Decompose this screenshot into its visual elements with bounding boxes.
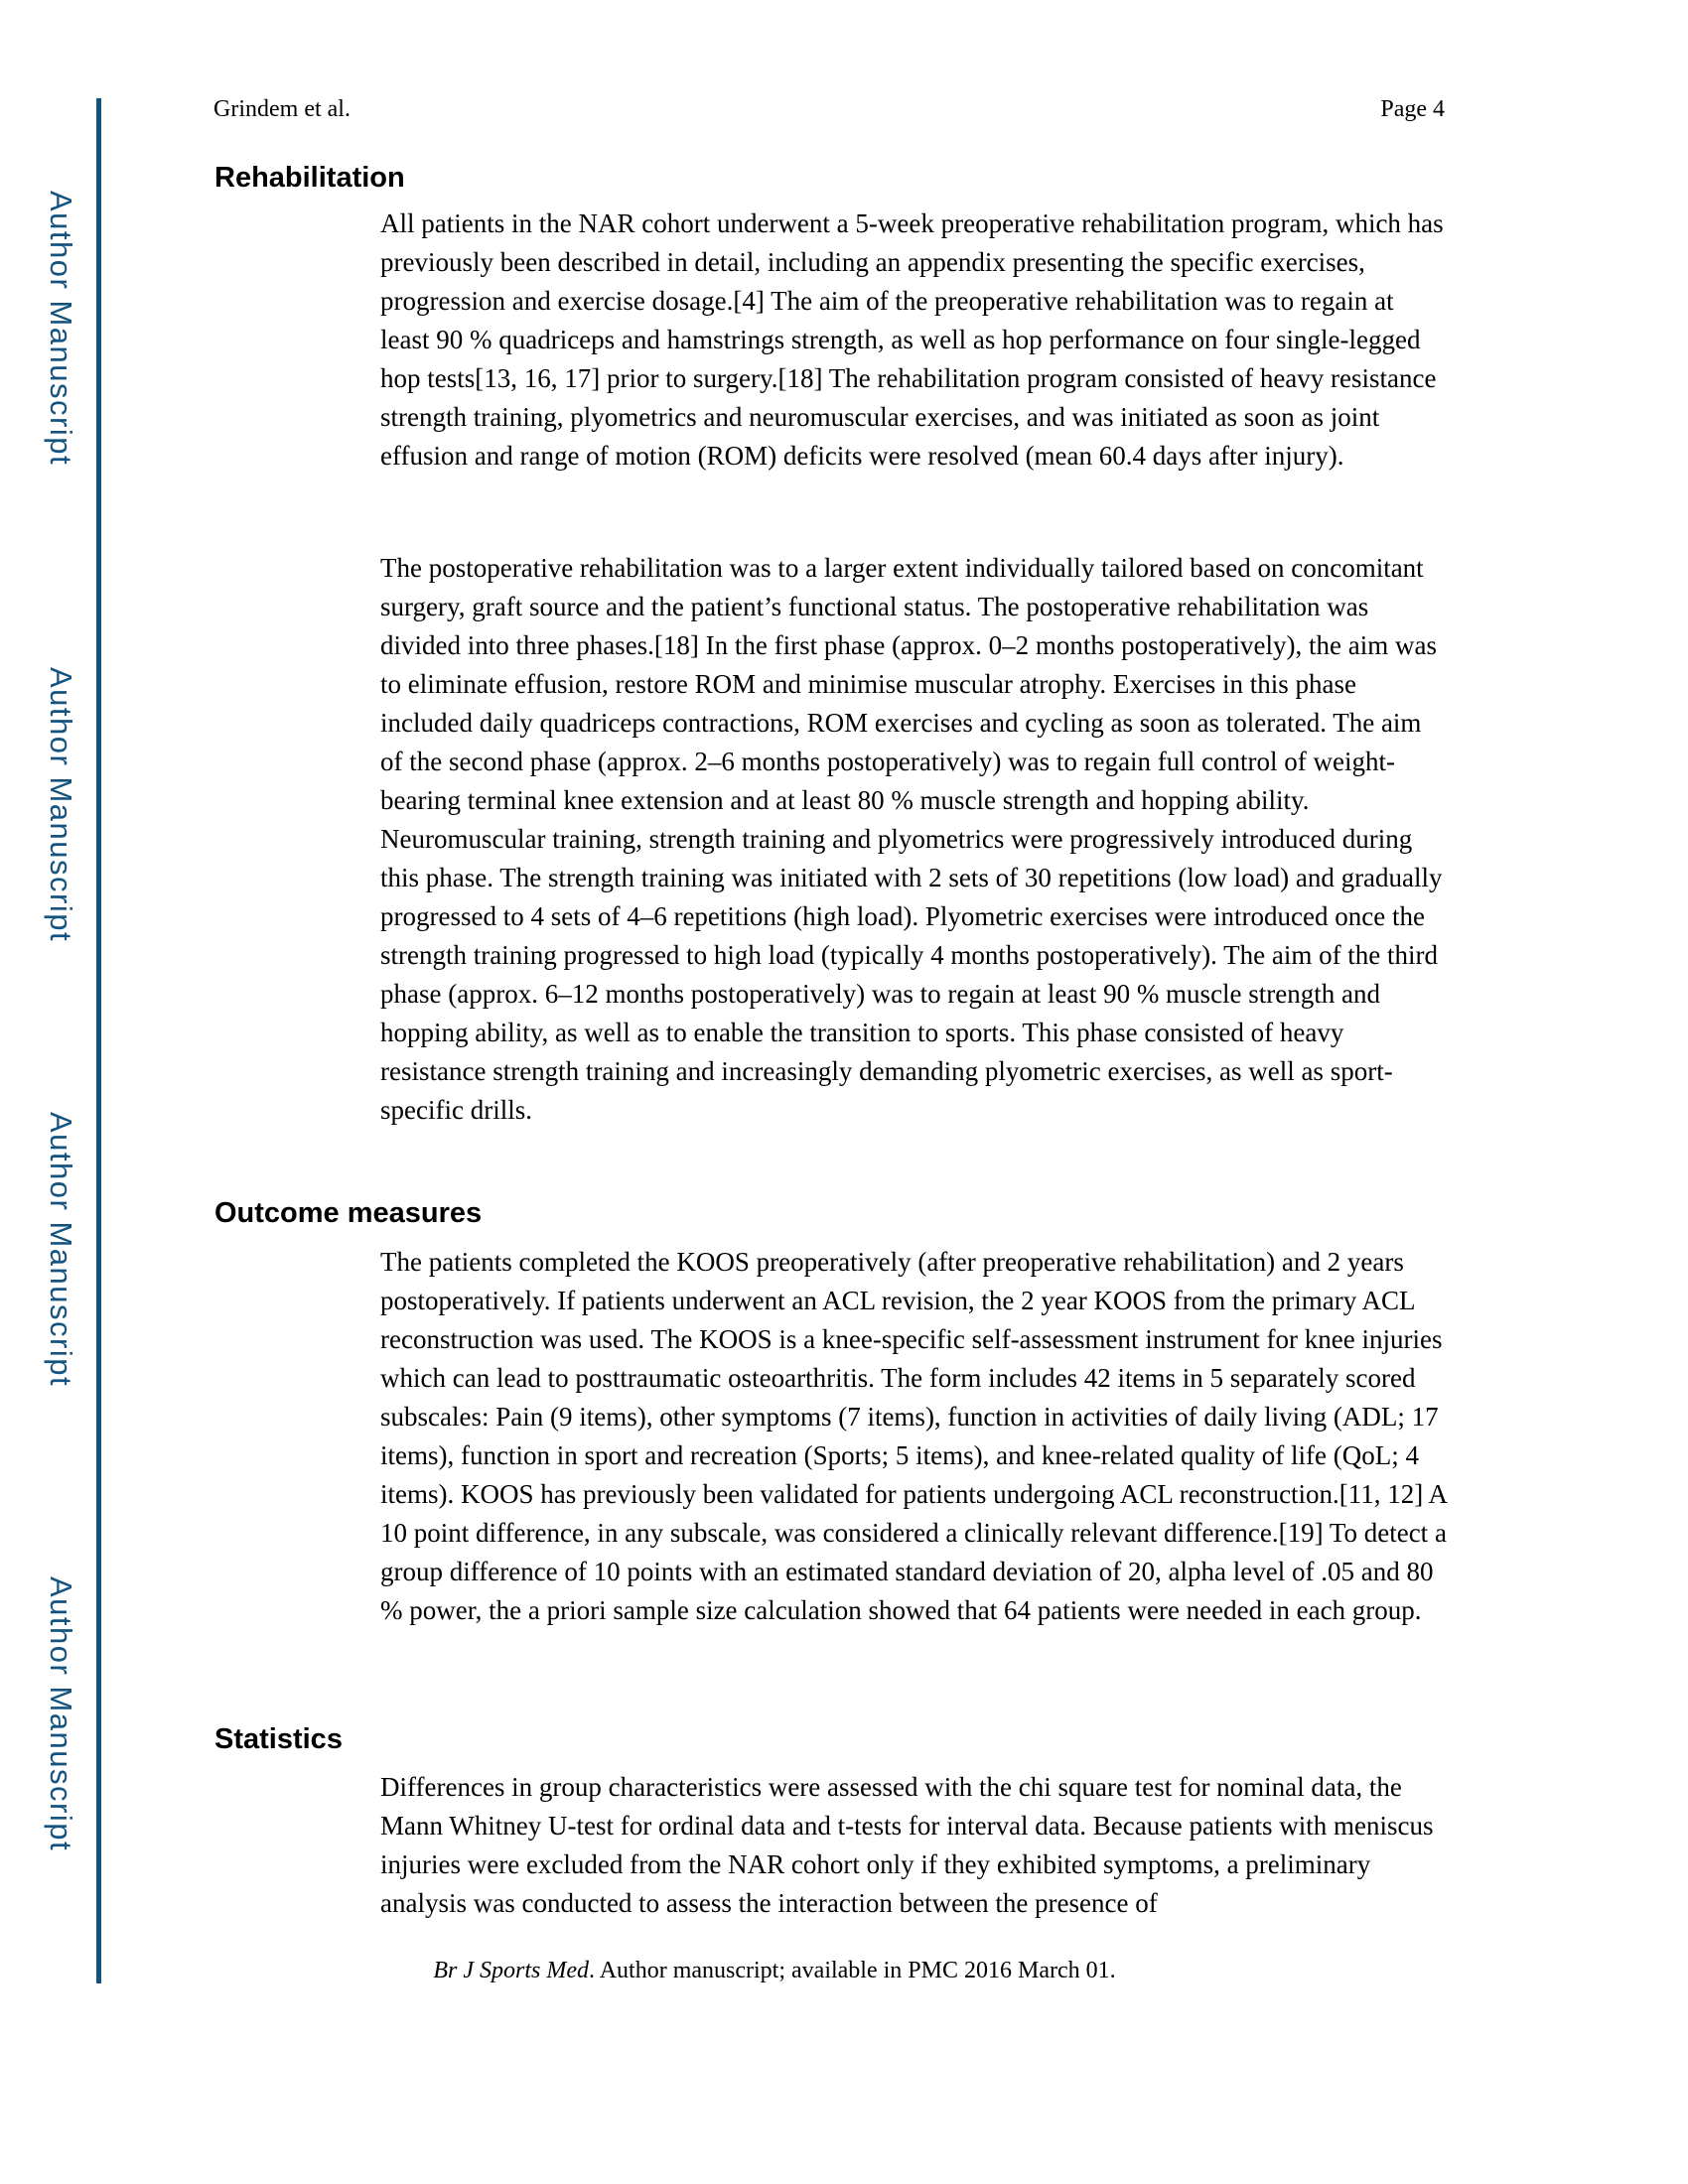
footer-citation xyxy=(99,1957,1450,1984)
footer-citation-text: . Author manuscript; available in PMC 2016 March 01. xyxy=(589,1958,1116,1983)
header-author: Grindem et al. xyxy=(213,96,351,122)
sidebar-watermark-author-manuscript-4: Author Manuscript xyxy=(44,1575,78,1852)
heading-rehabilitation: Rehabilitation xyxy=(214,162,405,194)
paragraph-rehabilitation-2: The postoperative rehabilitation was to a larger extent individually tailored based on concomitant surgery, graft source and the patient’s functional status. The postoperative rehabilitation was divided into three phases.[18] In the first phase (approx. 0–2 months postoperatively), the aim was to eliminate effusion, restore ROM and minimise muscular atrophy. Exercises in this phase included daily quadriceps contractions, ROM exercises and cycling as soon as tolerated. The aim of the second phase (approx. 2–6 months postoperatively) was to regain full control of weight-bearing terminal knee extension and at least 80 % muscle strength and hopping ability. Neuromuscular training, strength training and plyometrics were progressively introduced during this phase. The strength training was initiated with 2 sets of 30 repetitions (low load) and gradually progressed to 4 sets of 4–6 repetitions (high load). Plyometric exercises were introduced once the strength training progressed to high load (typically 4 months postoperatively). The aim of the third phase (approx. 6–12 months postoperatively) was to regain at least 90 % muscle strength and hopping ability, as well as to enable the transition to sports. This phase consisted of heavy resistance strength training and increasingly demanding plyometric exercises, as well as sport-specific drills. xyxy=(380,553,1443,1125)
heading-statistics: Statistics xyxy=(214,1723,343,1755)
sidebar-vertical-rule xyxy=(96,98,101,1983)
paragraph-outcome-measures: The patients completed the KOOS preoperatively (after preoperative rehabilitation) and 2 years postoperatively. If patients underwent an ACL revision, the 2 year KOOS from the primary ACL reconstruction was used. The KOOS is a knee-specific self-assessment instrument for knee injuries which can lead to posttraumatic osteoarthritis. The form includes 42 items in 5 separately scored subscales: Pain (9 items), other symptoms (7 items), function in activities of daily living (ADL; 17 items), function in sport and recreation (Sports; 5 items), and knee-related quality of life (QoL; 4 items). KOOS has previously been validated for patients undergoing ACL reconstruction.[11, 12] A 10 point difference, in any subscale, was considered a clinically relevant difference.[19] To detect a group difference of 10 points with an estimated standard deviation of 20, alpha level of .05 and 80 % power, the a priori sample size calculation showed that 64 patients were needed in each group. xyxy=(380,1247,1447,1625)
sidebar-watermark-author-manuscript-1: Author Manuscript xyxy=(44,190,78,467)
paragraph-statistics: Differences in group characteristics were assessed with the chi square test for nominal data, the Mann Whitney U-test for ordinal data and t-tests for interval data. Because patients with meniscus injuries were excluded from the NAR cohort only if they exhibited symptoms, a preliminary analysis was conducted to assess the interaction between the presence of xyxy=(380,1772,1434,1918)
sidebar-watermark-author-manuscript-3: Author Manuscript xyxy=(44,1111,78,1388)
paragraph-rehabilitation-1: All patients in the NAR cohort underwent a 5-week preoperative rehabilitation program, which has previously been described in detail, including an appendix presenting the specific exercises, progression and exercise dosage.[4] The aim of the preoperative rehabilitation was to regain at least 90 % quadriceps and hamstrings strength, as well as hop performance on four single-legged hop tests[13, 16, 17] prior to surgery.[18] The rehabilitation program consisted of heavy resistance strength training, plyometrics and neuromuscular exercises, and was initiated as soon as joint effusion and range of motion (ROM) deficits were resolved (mean 60.4 days after injury). xyxy=(380,208,1444,471)
sidebar-watermark-author-manuscript-2: Author Manuscript xyxy=(44,666,78,943)
heading-outcome-measures: Outcome measures xyxy=(214,1197,483,1229)
footer-journal-name: Br J Sports Med xyxy=(433,1958,590,1983)
header-page-number: Page 4 xyxy=(1380,96,1445,122)
running-header xyxy=(213,95,1445,123)
